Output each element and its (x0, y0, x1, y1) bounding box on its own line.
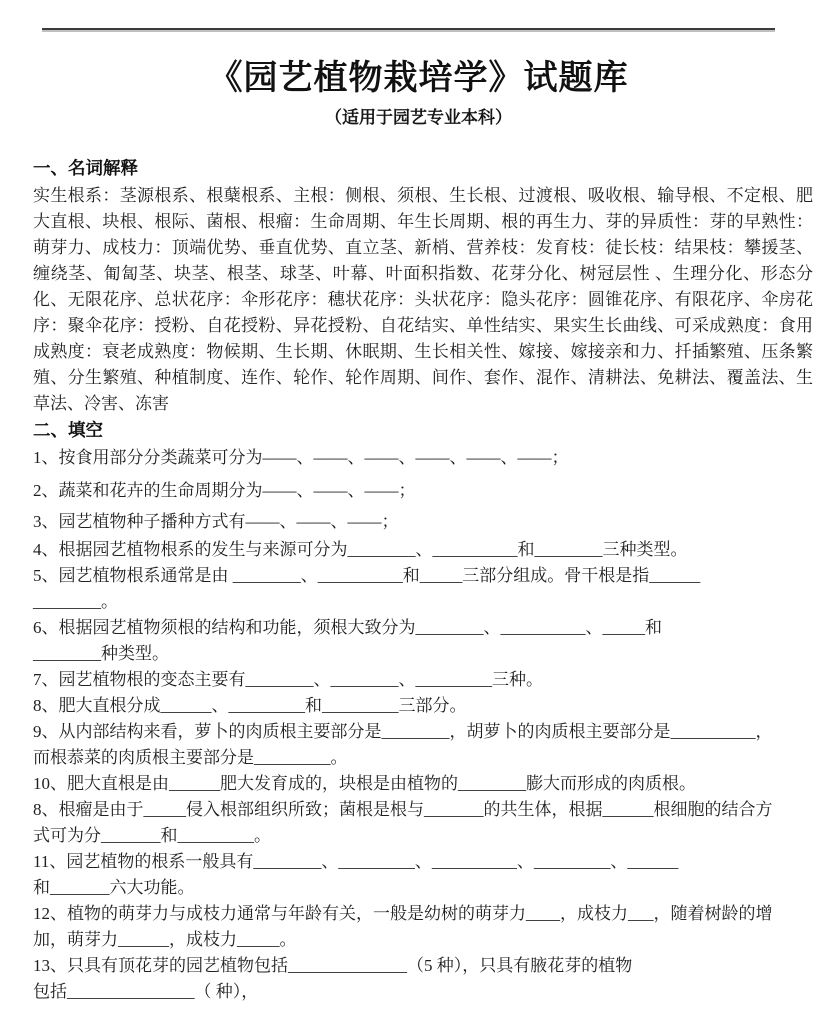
question-line-8: 8、肥大直根分成______、_________和_________三部分。 (33, 696, 467, 715)
question-line-10: 10、肥大直根是由______肥大发育成的，块根是由植物的________膨大而形成的肉质根。 (33, 774, 696, 793)
question-line-11-cont: 和_______六大功能。 (33, 878, 195, 897)
question-line-12: 12、植物的萌芽力与成枝力通常与年龄有关，一般是幼树的萌芽力____，成枝力___，随着树龄的增 (33, 904, 773, 923)
question-line-7: 7、园艺植物根的变态主要有________、________、_________三种。 (33, 670, 543, 689)
question-line-12-cont: 加，萌芽力______，成枝力_____。 (33, 930, 297, 949)
question-line-4: 4、根据园艺植物根系的发生与来源可分为________、__________和________三种类型。 (33, 540, 688, 559)
question-line-13: 13、只具有顶花芽的园艺植物包括______________（5 种），只具有腋花芽的植物 (33, 956, 633, 975)
question-line-6: 6、根据园艺植物须根的结构和功能，须根大致分为________、__________、_____和 (33, 618, 662, 637)
header-rule (42, 28, 775, 30)
question-line-13-cont-clipped: 包括_______________（ 种）， (33, 982, 259, 1001)
question-line-8b-cont: 式可为分_______和_________。 (33, 826, 271, 845)
question-line-9: 9、从内部结构来看，萝卜的肉质根主要部分是________，胡萝卜的肉质根主要部分是__________， (33, 722, 773, 741)
document-page (0, 28, 837, 1009)
section-fill-heading: 二、填空 (33, 420, 103, 440)
document-body (33, 157, 813, 1001)
question-line-8b: 8、根瘤是由于_____侵入根部组织所致；菌根是根与_______的共生体，根据______根细胞的结合方 (33, 800, 773, 819)
terms-paragraph: 实生根系：茎源根系、根蘖根系、主根：侧根、须根、生长根、过渡根、吸收根、输导根、不定根、肥大直根、块根、根际、菌根、根瘤：生命周期、年生长周期、根的再生力、芽的异质性：芽的早熟性：萌芽力、成枝力：顶端优势、垂直优势、直立茎、新梢、营养枝：发育枝：徒长枝：结果枝：攀援茎、缠绕茎、匍匐茎、块茎、根茎、球茎、叶幕、叶面积指数、花芽分化、树冠层性 、生理分化、形态分化、无限花序、总状花序：伞形花序：穗状花序：头状花序：隐头花序：圆锥花序、有限花序、伞房花序：聚伞花序：授粉、自花授粉、异花授粉、自花结实、单性结实、果实生长曲线、可采成熟度：食用成熟度：衰老成熟度：物候期、生长期、休眠期、生长相关性、嫁接、嫁接亲和力、扦插繁殖、压条繁殖、分生繁殖、种植制度、连作、轮作、轮作周期、间作、套作、混作、清耕法、免耕法、覆盖法、生草法、冷害、冻害 (33, 186, 813, 413)
question-line-2: 2、蔬菜和花卉的生命周期分为——、——、——； (33, 481, 416, 500)
question-line-5: 5、园艺植物根系通常是由 ________、__________和_____三部分组成。骨干根是指______ (33, 566, 701, 585)
question-line-11: 11、园艺植物的根系一般具有________、_________、__________、_________、______ (33, 852, 679, 871)
question-line-6-cont: ________种类型。 (33, 644, 169, 663)
question-line-1: 1、按食用部分分类蔬菜可分为——、——、——、——、——、——； (33, 448, 569, 467)
page-title: 《园艺植物栽培学》试题库 (208, 60, 629, 97)
question-line-3: 3、园艺植物种子播种方式有——、——、——； (33, 512, 399, 531)
question-line-9-cont: 而根菾菜的肉质根主要部分是_________。 (33, 748, 348, 767)
section-terms-heading: 一、名词解释 (33, 158, 138, 178)
question-line-5-cont: ________。 (33, 592, 118, 611)
page-subtitle: （适用于园艺专业本科） (325, 108, 512, 127)
